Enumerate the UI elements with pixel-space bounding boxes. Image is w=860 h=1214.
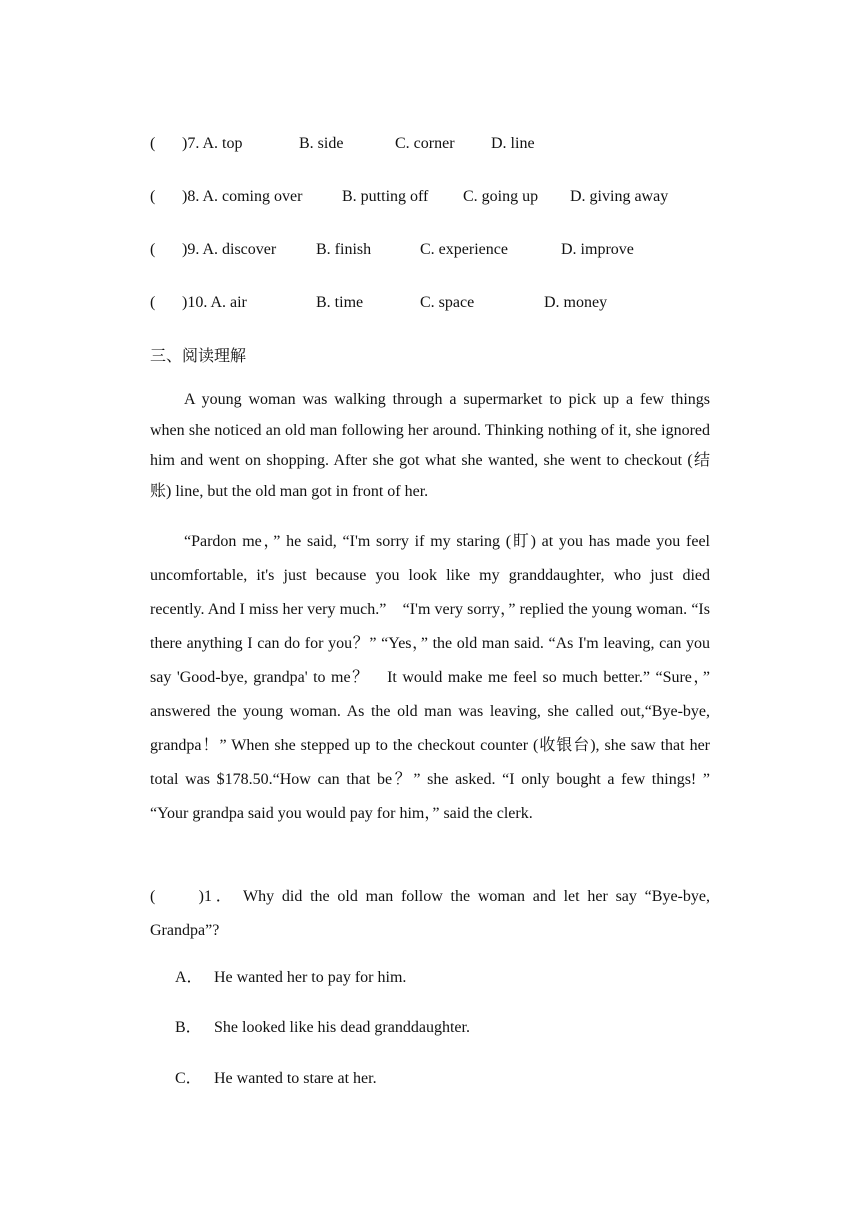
- option-letter: B．: [175, 1019, 202, 1036]
- option-b: B. time: [316, 294, 364, 311]
- option-text: He wanted to stare at her.: [214, 1070, 377, 1087]
- option-b: B. side: [299, 135, 344, 152]
- option-letter: A．: [175, 969, 203, 986]
- option-text: She looked like his dead granddaughter.: [214, 1019, 470, 1036]
- answer-paren: (: [150, 188, 156, 205]
- option-text: He wanted her to pay for him.: [214, 969, 407, 986]
- option-d: D. money: [544, 294, 608, 311]
- question-1: ( )1． Why did the old man follow the woman and let her say “Bye-bye, Grandpa”?: [150, 888, 710, 939]
- option-b: B. putting off: [342, 188, 429, 205]
- option-c: C. experience: [420, 241, 508, 258]
- paragraph-text: A young woman was walking through a supermarket to pick up a few things when she noticed an old man following her around. Thinking nothing of it, she ignored him and went on shopping. After she got what she wanted, she went to checkout (结账) line, but the old man got in front of her.: [150, 391, 710, 501]
- option-d: D. line: [491, 135, 535, 152]
- passage-paragraph-1: [150, 385, 710, 508]
- option-a: )9. A. discover: [182, 241, 277, 258]
- option-a: )8. A. coming over: [182, 188, 303, 205]
- option-c: C. going up: [463, 188, 539, 205]
- paragraph-text: “Pardon me，” he said, “I'm sorry if my staring (盯) at you has made you feel uncomfortable, it's just because you look like my granddaughter, who just died recently. And I miss her very much.” “I'm very sorry，” replied the young woman. “Is there anything I can do for you？” “Yes，” the old man said. “As I'm leaving, can you say 'Good-bye, grandpa' to me？ It would make me feel so much better.” “Sure，” answered the young woman. As the old man was leaving, she called out,“Bye-bye, grandpa！” When she stepped up to the checkout counter (收银台), she saw that her total was $178.50.“How can that be？” she asked. “I only bought a few things! ” “Your grandpa said you would pay for him，” said the clerk.: [150, 533, 710, 822]
- option-c: C. space: [420, 294, 475, 311]
- answer-paren: (: [150, 135, 156, 152]
- option-a: )10. A. air: [182, 294, 247, 311]
- option-a: )7. A. top: [182, 135, 243, 152]
- option-d: D. improve: [561, 241, 634, 258]
- option-c: C. corner: [395, 135, 455, 152]
- option-d: D. giving away: [570, 188, 669, 205]
- answer-paren: (: [150, 294, 156, 311]
- option-letter: C．: [175, 1070, 202, 1087]
- option-b: B. finish: [316, 241, 372, 258]
- passage-paragraph-2: [150, 525, 710, 831]
- answer-paren: (: [150, 241, 156, 258]
- section-heading: 三、阅读理解: [150, 348, 247, 365]
